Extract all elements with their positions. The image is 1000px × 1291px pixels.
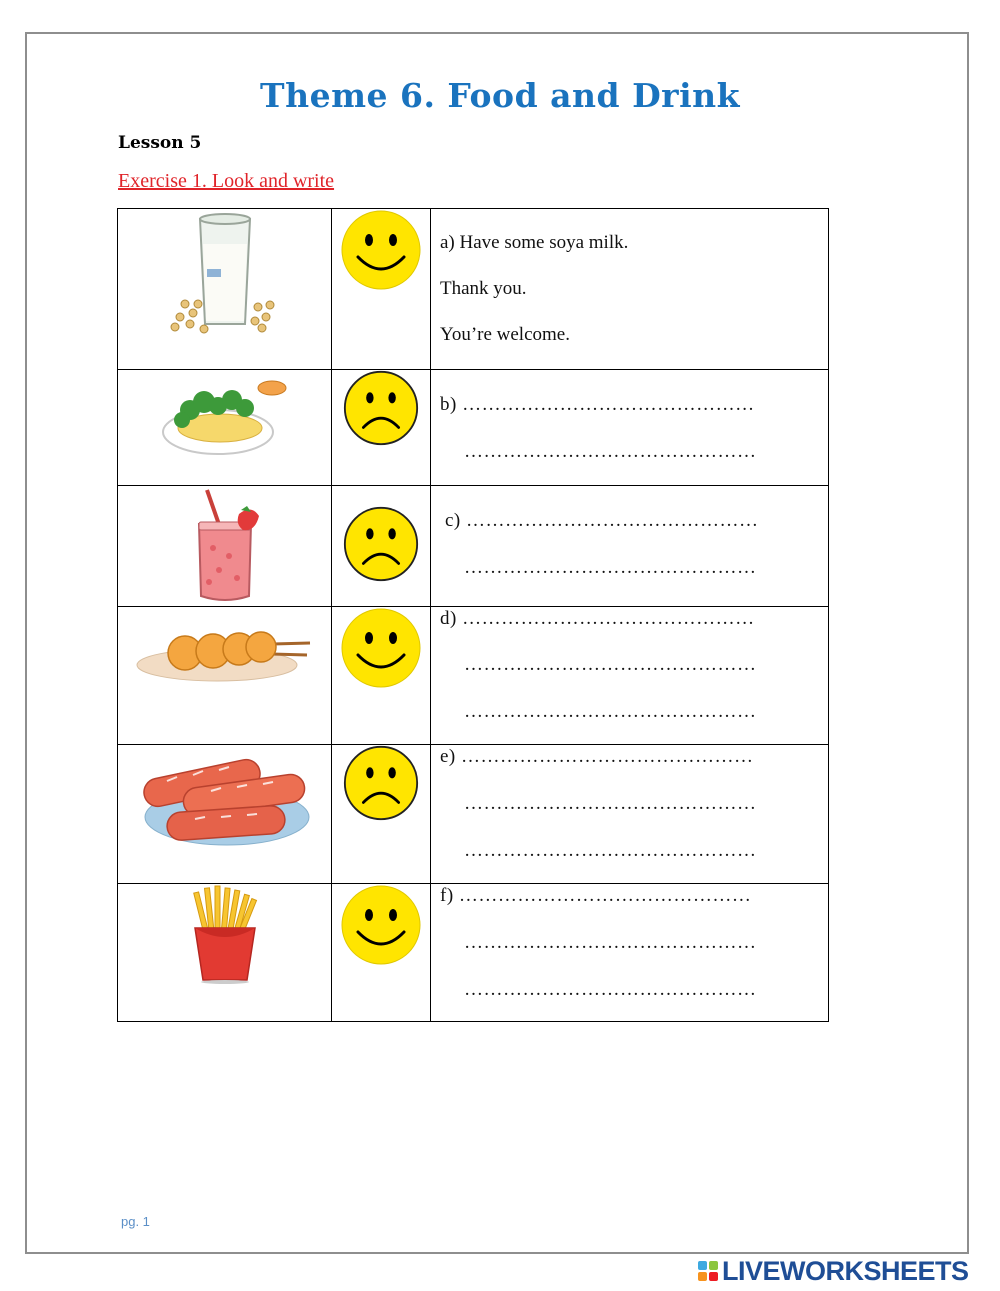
answer-line[interactable]: ……………………………………… — [464, 979, 757, 1000]
sentence-line: You’re welcome. — [440, 324, 570, 345]
food-image-cell — [118, 486, 332, 607]
answer-cell — [431, 209, 829, 370]
answer-line[interactable]: d) ……………………………………… — [440, 608, 755, 629]
food-image-cell — [118, 745, 332, 884]
lesson-heading: Lesson 5 — [118, 133, 202, 153]
answer-cell — [431, 486, 829, 607]
table-row — [118, 884, 829, 1022]
answer-line[interactable]: f) ……………………………………… — [440, 885, 752, 906]
answer-line[interactable]: e) ……………………………………… — [440, 746, 754, 767]
strawberry-juice-icon — [185, 486, 265, 604]
omelette-icon — [160, 370, 290, 460]
page-number: pg. 1 — [121, 1214, 150, 1229]
french-fries-icon — [185, 884, 265, 984]
answer-cell — [431, 745, 829, 884]
face-cell — [332, 884, 431, 1022]
exercise-heading: Exercise 1. Look and write — [118, 170, 335, 192]
liveworksheets-icon — [698, 1261, 718, 1281]
answer-cell — [431, 370, 829, 486]
table-row — [118, 745, 829, 884]
answer-line[interactable]: ……………………………………… — [464, 793, 757, 814]
food-image-cell — [118, 370, 332, 486]
sentence-line: Thank you. — [440, 278, 527, 299]
answer-cell — [431, 884, 829, 1022]
answer-line[interactable]: ……………………………………… — [464, 441, 757, 462]
food-image-cell — [118, 884, 332, 1022]
fish-balls-icon — [135, 607, 315, 687]
brand-logo — [698, 1256, 969, 1286]
soya-milk-icon — [160, 209, 290, 339]
answer-line[interactable]: b) ……………………………………… — [440, 394, 755, 415]
answer-line[interactable]: ……………………………………… — [464, 701, 757, 722]
exercise-table — [117, 208, 829, 1022]
brand-name: LIVEWORKSHEETS — [722, 1255, 969, 1286]
table-row — [118, 486, 829, 607]
happy-face-icon — [340, 209, 422, 291]
table-row — [118, 209, 829, 370]
face-cell — [332, 607, 431, 745]
table-row — [118, 370, 829, 486]
face-cell — [332, 486, 431, 607]
answer-line[interactable]: c) ……………………………………… — [445, 510, 759, 531]
sausages-icon — [137, 745, 313, 855]
table-row — [118, 607, 829, 745]
face-cell — [332, 745, 431, 884]
sentence-line: a) Have some soya milk. — [440, 232, 629, 253]
food-image-cell — [118, 209, 332, 370]
sad-face-icon — [343, 745, 419, 821]
answer-line[interactable]: ……………………………………… — [464, 840, 757, 861]
sad-face-icon — [343, 370, 419, 446]
face-cell — [332, 209, 431, 370]
page-title: Theme 6. Food and Drink — [260, 76, 740, 115]
answer-line[interactable]: ……………………………………… — [464, 932, 757, 953]
answer-line[interactable]: ……………………………………… — [464, 654, 757, 675]
sad-face-icon — [343, 506, 419, 582]
happy-face-icon — [340, 607, 422, 689]
happy-face-icon — [340, 884, 422, 966]
answer-cell — [431, 607, 829, 745]
answer-line[interactable]: ……………………………………… — [464, 557, 757, 578]
face-cell — [332, 370, 431, 486]
food-image-cell — [118, 607, 332, 745]
